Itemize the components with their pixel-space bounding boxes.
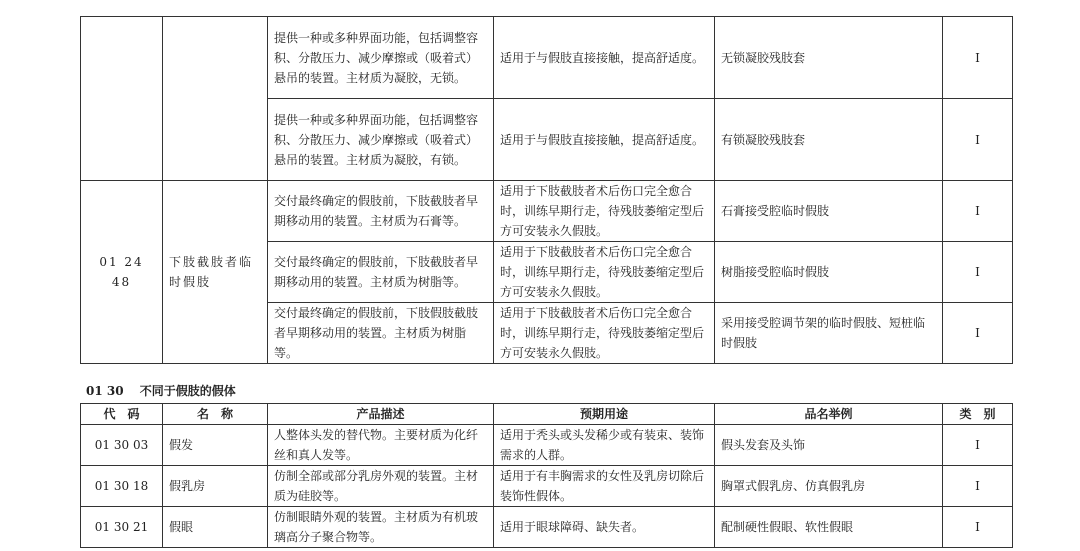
description-cell: 交付最终确定的假肢前，下肢假肢截肢者早期移动用的装置。主材质为树脂等。 (268, 303, 494, 364)
section-number: 01 30 (86, 384, 124, 398)
class-cell: Ⅰ (943, 17, 1013, 99)
intended-use-cell: 适用于有丰胸需求的女性及乳房切除后装饰性假体。 (494, 466, 715, 507)
description-cell: 交付最终确定的假肢前，下肢截肢者早期移动用的装置。主材质为石膏等。 (268, 181, 494, 242)
table-row (81, 17, 1013, 99)
example-cell: 假头发套及头饰 (715, 425, 943, 466)
class-cell: Ⅰ (943, 99, 1013, 181)
description-cell: 人整体头发的替代物。主要材质为化纤丝和真人发等。 (268, 425, 494, 466)
class-cell: Ⅰ (943, 507, 1013, 548)
header-name: 名 称 (163, 404, 268, 425)
header-row (81, 404, 1013, 425)
description-cell: 仿制全部或部分乳房外观的装置。主材质为硅胶等。 (268, 466, 494, 507)
header-class: 类 别 (943, 404, 1013, 425)
intended-use-cell: 适用于眼球障碍、缺失者。 (494, 507, 715, 548)
example-cell: 采用接受腔调节架的临时假肢、短桩临时假肢 (715, 303, 943, 364)
table-row (81, 181, 1013, 242)
class-cell: Ⅰ (943, 425, 1013, 466)
header-example: 品名举例 (715, 404, 943, 425)
intended-use-cell: 适用于下肢截肢者术后伤口完全愈合时，训练早期行走，待残肢萎缩定型后方可安装永久假肢。 (494, 181, 715, 242)
intended-use-cell: 适用于下肢截肢者术后伤口完全愈合时，训练早期行走，待残肢萎缩定型后方可安装永久假肢。 (494, 242, 715, 303)
example-cell: 无锁凝胶残肢套 (715, 17, 943, 99)
header-intended-use: 预期用途 (494, 404, 715, 425)
name-cell: 假乳房 (163, 466, 268, 507)
intended-use-cell: 适用于与假肢直接接触，提高舒适度。 (494, 99, 715, 181)
description-cell: 仿制眼睛外观的装置。主材质为有机玻璃高分子聚合物等。 (268, 507, 494, 548)
header-code: 代 码 (81, 404, 163, 425)
name-cell (163, 17, 268, 181)
table-row (81, 507, 1013, 548)
description-cell: 提供一种或多种界面功能，包括调整容积、分散压力、减少摩擦或（吸着式）悬吊的装置。主材质为凝胶，有锁。 (268, 99, 494, 181)
description-cell: 提供一种或多种界面功能，包括调整容积、分散压力、减少摩擦或（吸着式）悬吊的装置。主材质为凝胶，无锁。 (268, 17, 494, 99)
header-description: 产品描述 (268, 404, 494, 425)
intended-use-cell: 适用于与假肢直接接触，提高舒适度。 (494, 17, 715, 99)
catalog-table-bottom (80, 403, 1013, 548)
class-cell: Ⅰ (943, 181, 1013, 242)
description-cell: 交付最终确定的假肢前，下肢截肢者早期移动用的装置。主材质为树脂等。 (268, 242, 494, 303)
section-title: 不同于假肢的假体 (139, 384, 236, 398)
class-cell: Ⅰ (943, 242, 1013, 303)
example-cell: 有锁凝胶残肢套 (715, 99, 943, 181)
class-cell: Ⅰ (943, 303, 1013, 364)
example-cell: 石膏接受腔临时假肢 (715, 181, 943, 242)
code-cell: 01 30 03 (81, 425, 163, 466)
name-cell: 假发 (163, 425, 268, 466)
table-row (81, 425, 1013, 466)
example-cell: 树脂接受腔临时假肢 (715, 242, 943, 303)
name-cell: 假眼 (163, 507, 268, 548)
code-cell: 01 24 48 (81, 181, 163, 364)
catalog-table-top (80, 16, 1013, 364)
intended-use-cell: 适用于下肢截肢者术后伤口完全愈合时，训练早期行走，待残肢萎缩定型后方可安装永久假肢。 (494, 303, 715, 364)
code-cell: 01 30 21 (81, 507, 163, 548)
example-cell: 配制硬性假眼、软性假眼 (715, 507, 943, 548)
table-row (81, 466, 1013, 507)
code-cell: 01 30 18 (81, 466, 163, 507)
class-cell: Ⅰ (943, 466, 1013, 507)
intended-use-cell: 适用于秃头或头发稀少或有装束、装饰需求的人群。 (494, 425, 715, 466)
name-cell: 下肢截肢者临时假肢 (163, 181, 268, 364)
example-cell: 胸罩式假乳房、仿真假乳房 (715, 466, 943, 507)
section-heading (86, 381, 236, 401)
code-cell (81, 17, 163, 181)
